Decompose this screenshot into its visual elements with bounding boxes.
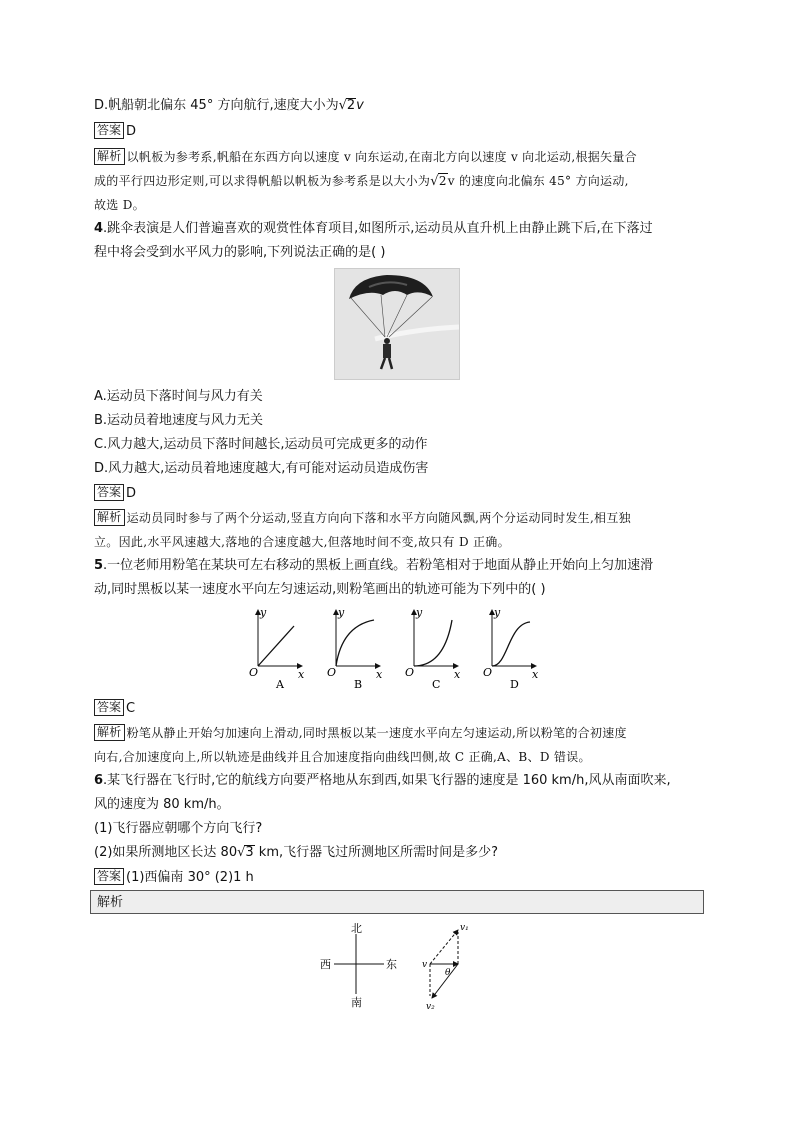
q5-graph-d-figure [480, 604, 560, 690]
q5-graph-figure [240, 604, 480, 690]
analysis-tag: 解析 [94, 509, 125, 526]
graph-c-origin: O [405, 666, 415, 679]
answer-tag: 答案 [94, 484, 124, 501]
q3-analysis-text2a: 成的平行四边形定则,可以求得帆船以帆板为参考系是以大小为 [94, 174, 431, 188]
answer-tag: 答案 [94, 122, 124, 139]
graph-b-curve [336, 620, 374, 666]
graph-c-y-label: y [416, 606, 423, 619]
graph-d-label: D [510, 678, 519, 690]
q3-answer [94, 122, 136, 141]
graph-c-curve [414, 620, 452, 666]
q4-analysis-text1: 运动员同时参与了两个分运动,竖直方向向下落和水平方向随风飘,两个分运动同时发生,相互独 [126, 511, 631, 525]
q6-analysis-bar: 解析 [90, 890, 704, 914]
graph-d-x-label: x [532, 668, 539, 681]
q6-answer-value: (1)西偏南 30° (2)1 h [126, 870, 254, 885]
q6-stem-text1: .某飞行器在飞行时,它的航线方向要严格地从东到西,如果飞行器的速度是 160 km/h,风从南面吹来, [103, 773, 671, 788]
q6-sub2-text-a: (2)如果所测地区长达 80 [94, 845, 238, 860]
graph-a-x-label: x [298, 668, 305, 681]
q5-graphs [240, 604, 539, 694]
q3-option-d-sqrt: 2 [346, 98, 356, 113]
q3-analysis-line1 [94, 148, 637, 166]
graph-c-x-label: x [454, 668, 461, 681]
graph-a-origin: O [249, 666, 259, 679]
label-v2: v₂ [426, 1002, 435, 1010]
compass-south: 南 [351, 996, 362, 1009]
q5-answer [94, 699, 135, 718]
graph-a [249, 606, 305, 690]
graph-b-origin: O [327, 666, 337, 679]
graph-d [483, 606, 539, 690]
q5-stem-text1: .一位老师用粉笔在某块可左右移动的黑板上画直线。若粉笔相对于地面从静止开始向上匀加速滑 [103, 558, 654, 573]
q4-option-c: C.风力越大,运动员下落时间越长,运动员可完成更多的动作 [94, 437, 428, 452]
q6-stem-line1 [94, 772, 671, 790]
q4-number: 4 [94, 221, 104, 236]
q6-sub2-sqrt: 3 [245, 845, 254, 860]
parachute-photo [334, 268, 460, 380]
analysis-tag: 解析 [94, 724, 125, 741]
q4-option-a: A.运动员下落时间与风力有关 [94, 389, 263, 404]
q5-stem-line1 [94, 557, 653, 575]
q6-answer [94, 868, 254, 887]
q4-stem-text1: .跳伞表演是人们普遍喜欢的观赏性体育项目,如图所示,运动员从直升机上由静止跳下后,在下落过 [103, 221, 653, 236]
graph-b-label: B [354, 678, 363, 690]
q6-stem-line2: 风的速度为 80 km/h。 [94, 797, 230, 812]
label-v: v [422, 960, 428, 970]
q6-vector-figure [318, 920, 488, 1010]
q3-option-d-var: v [356, 98, 364, 113]
q4-stem-line1 [94, 220, 653, 238]
graph-d-origin: O [483, 666, 493, 679]
q4-answer [94, 484, 136, 503]
answer-tag: 答案 [94, 699, 124, 716]
graph-d-y-label: y [494, 606, 501, 619]
compass-west: 西 [320, 958, 331, 971]
q6-diagram [318, 920, 488, 1014]
q5-stem-line2: 动,同时黑板以某一速度水平向左匀速运动,则粉笔画出的轨迹可能为下列中的( ) [94, 582, 546, 597]
q3-analysis-sqrt: 2 [438, 174, 447, 188]
q3-analysis-line2: 成的平行四边形定则,可以求得帆船以帆板为参考系是以大小为√2v 的速度向北偏东 45° 方向运动, [94, 174, 629, 189]
q3-analysis-text2b: v 的速度向北偏东 45° 方向运动, [447, 174, 629, 188]
graph-d-curve [492, 622, 530, 666]
vector-diagram [422, 923, 469, 1010]
graph-c-label: C [432, 678, 441, 690]
q6-number: 6 [94, 773, 104, 788]
label-v1: v₁ [460, 923, 469, 933]
q3-analysis-line3: 故选 D。 [94, 198, 145, 212]
q6-sub1: (1)飞行器应朝哪个方向飞行? [94, 821, 263, 836]
graph-b-y-label: y [338, 606, 345, 619]
graph-b-x-label: x [376, 668, 383, 681]
answer-tag: 答案 [94, 868, 124, 885]
q5-analysis-line2: 向右,合加速度向上,所以轨迹是曲线并且合加速度指向曲线凹侧,故 C 正确,A、B、D 错误。 [94, 750, 591, 764]
parachute-illustration [335, 269, 459, 379]
q4-analysis-line1 [94, 509, 631, 527]
graph-a-label: A [276, 678, 284, 690]
q4-stem-line2: 程中将会受到水平风力的影响,下列说法正确的是( ) [94, 245, 386, 260]
graph-c [405, 606, 461, 690]
compass [320, 922, 397, 1009]
q4-option-b: B.运动员着地速度与风力无关 [94, 413, 264, 428]
label-theta: θ [445, 968, 451, 978]
graph-a-y-label: y [260, 606, 267, 619]
q3-option-d-text: D.帆船朝北偏东 45° 方向航行,速度大小为 [94, 98, 339, 113]
q5-answer-value: C [126, 701, 136, 716]
q4-option-d: D.风力越大,运动员着地速度越大,有可能对运动员造成伤害 [94, 461, 429, 476]
q6-sub2: (2)如果所测地区长达 80√3 km,飞行器飞过所测地区所需时间是多少? [94, 845, 499, 860]
graph-a-curve [258, 626, 294, 666]
q5-analysis-text1: 粉笔从静止开始匀加速向上滑动,同时黑板以某一速度水平向左匀速运动,所以粉笔的合初速度 [126, 726, 627, 740]
analysis-tag: 解析 [94, 148, 125, 165]
q4-analysis-line2: 立。因此,水平风速越大,落地的合速度越大,但落地时间不变,故只有 D 正确。 [94, 535, 510, 549]
q5-number: 5 [94, 558, 104, 573]
q3-analysis-text1: 以帆板为参考系,帆船在东西方向以速度 v 向东运动,在南北方向以速度 v 向北运动,根据矢量合 [126, 150, 637, 164]
graph-b [327, 606, 383, 690]
q6-sub2-text-b: km,飞行器飞过所测地区所需时间是多少? [254, 845, 499, 860]
q3-answer-value: D [126, 124, 137, 139]
compass-east: 东 [386, 958, 397, 971]
q4-answer-value: D [126, 486, 137, 501]
vector-v1 [430, 930, 458, 964]
q3-option-d: D.帆船朝北偏东 45° 方向航行,速度大小为√2v [94, 98, 364, 113]
compass-north: 北 [351, 922, 362, 935]
q5-analysis-line1 [94, 724, 627, 742]
